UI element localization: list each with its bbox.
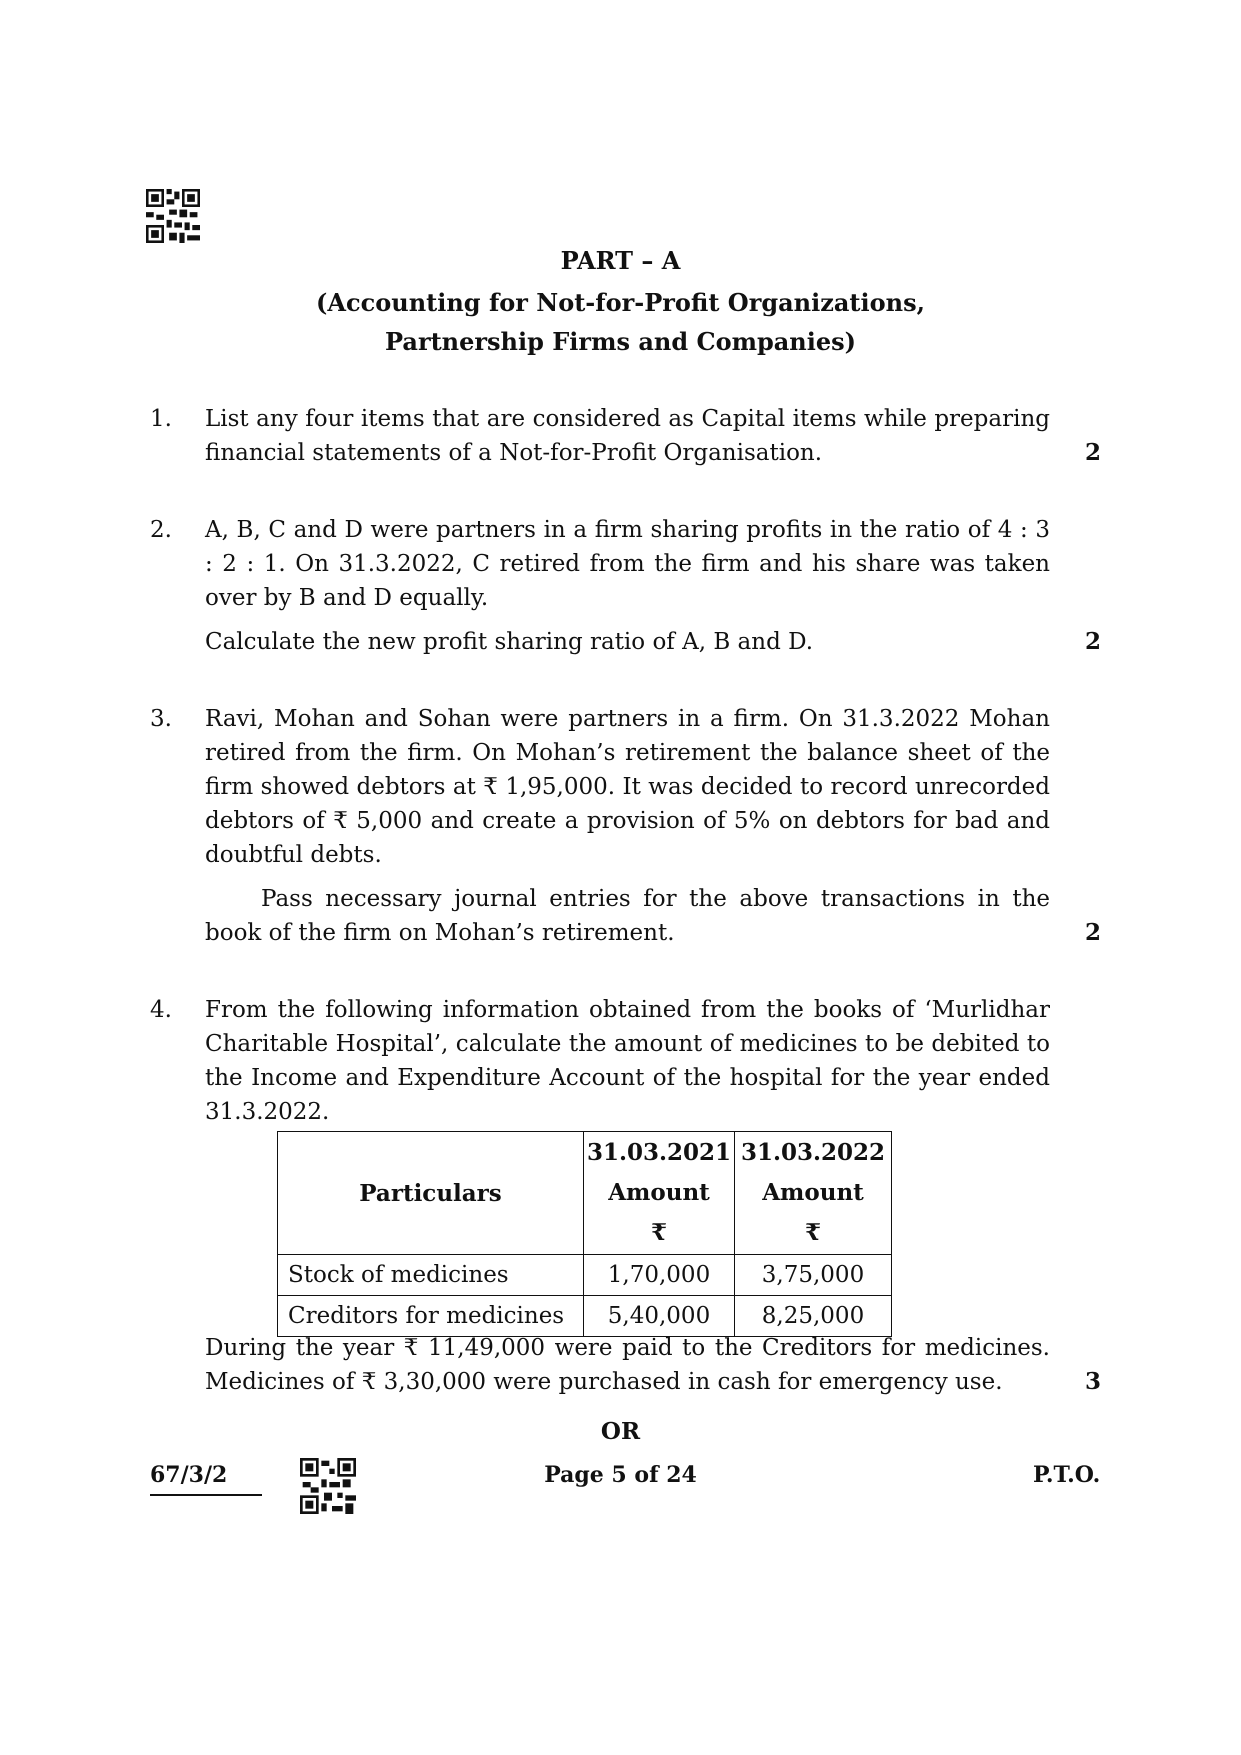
pto-label: P.T.O. [1033, 1462, 1101, 1488]
question-text: Ravi, Mohan and Sohan were partners in a firm. On 31.3.2022 Mohan retired from the firm. On Mohan’s retirement the balance sheet of the firm showed debtors at ₹ 1,95,000. It was decided to record unrecorded debtors of ₹ 5,000 and create a provision of 5% on debtors for bad and doubtful debts. [205, 706, 1050, 868]
row-label: Creditors for medicines [278, 1296, 584, 1337]
table-header-2021 [584, 1132, 735, 1255]
or-separator: OR [600, 1418, 641, 1445]
paper-code: 67/3/2 [150, 1462, 228, 1488]
question-number: 2. [150, 517, 172, 543]
question-text: During the year ₹ 11,49,000 were paid to the Creditors for medicines. Medicines of ₹ 3,30,000 were purchased in cash for emergency use. [205, 1335, 1050, 1395]
row-value-2021: 1,70,000 [584, 1255, 735, 1296]
row-value-2021: 5,40,000 [584, 1296, 735, 1337]
question-marks: 2 [1085, 439, 1102, 466]
question-marks: 3 [1085, 1368, 1102, 1395]
question-number: 3. [150, 706, 172, 732]
table-row [278, 1255, 892, 1296]
part-subtitle-line2: Partnership Firms and Companies) [385, 327, 856, 356]
medicines-table [277, 1131, 892, 1337]
question-text: List any four items that are considered as Capital items while preparing financial statements of a Not-for-Profit Organisation. [205, 406, 1050, 466]
part-subtitle-line1: (Accounting for Not-for-Profit Organizations, [316, 288, 925, 317]
row-value-2022: 3,75,000 [735, 1255, 892, 1296]
header-amount: Amount [762, 1179, 864, 1206]
qr-code-icon [146, 189, 200, 243]
header-amount: Amount [608, 1179, 710, 1206]
part-heading: PART – A [560, 246, 681, 275]
question-text: A, B, C and D were partners in a firm sharing profits in the ratio of 4 : 3 : 2 : 1. On 31.3.2022, C retired from the firm and his share was taken over by B and D equally. [205, 517, 1050, 611]
question-marks: 2 [1085, 919, 1102, 946]
question-text: From the following information obtained from the books of ‘Murlidhar Charitable Hospital’, calculate the amount of medicines to be debited to the Income and Expenditure Account of the hospital for the year ended 31.3.2022. [205, 997, 1050, 1125]
header-currency: ₹ [804, 1219, 821, 1246]
header-date: 31.03.2022 [740, 1139, 886, 1166]
header-date: 31.03.2021 [586, 1139, 732, 1166]
row-label: Stock of medicines [278, 1255, 584, 1296]
paper-code-underline [150, 1494, 262, 1496]
question-instruction: Pass necessary journal entries for the above transactions in the book of the firm on Mohan’s retirement. [205, 886, 1050, 946]
table-header-particulars: Particulars [278, 1132, 584, 1255]
row-value-2022: 8,25,000 [735, 1296, 892, 1337]
page-number: Page 5 of 24 [544, 1462, 697, 1488]
question-marks: 2 [1085, 628, 1102, 655]
question-number: 1. [150, 406, 172, 432]
question-number: 4. [150, 997, 172, 1023]
table-header-2022 [735, 1132, 892, 1255]
header-currency: ₹ [650, 1219, 667, 1246]
question-instruction: Calculate the new profit sharing ratio of A, B and D. [205, 629, 814, 655]
